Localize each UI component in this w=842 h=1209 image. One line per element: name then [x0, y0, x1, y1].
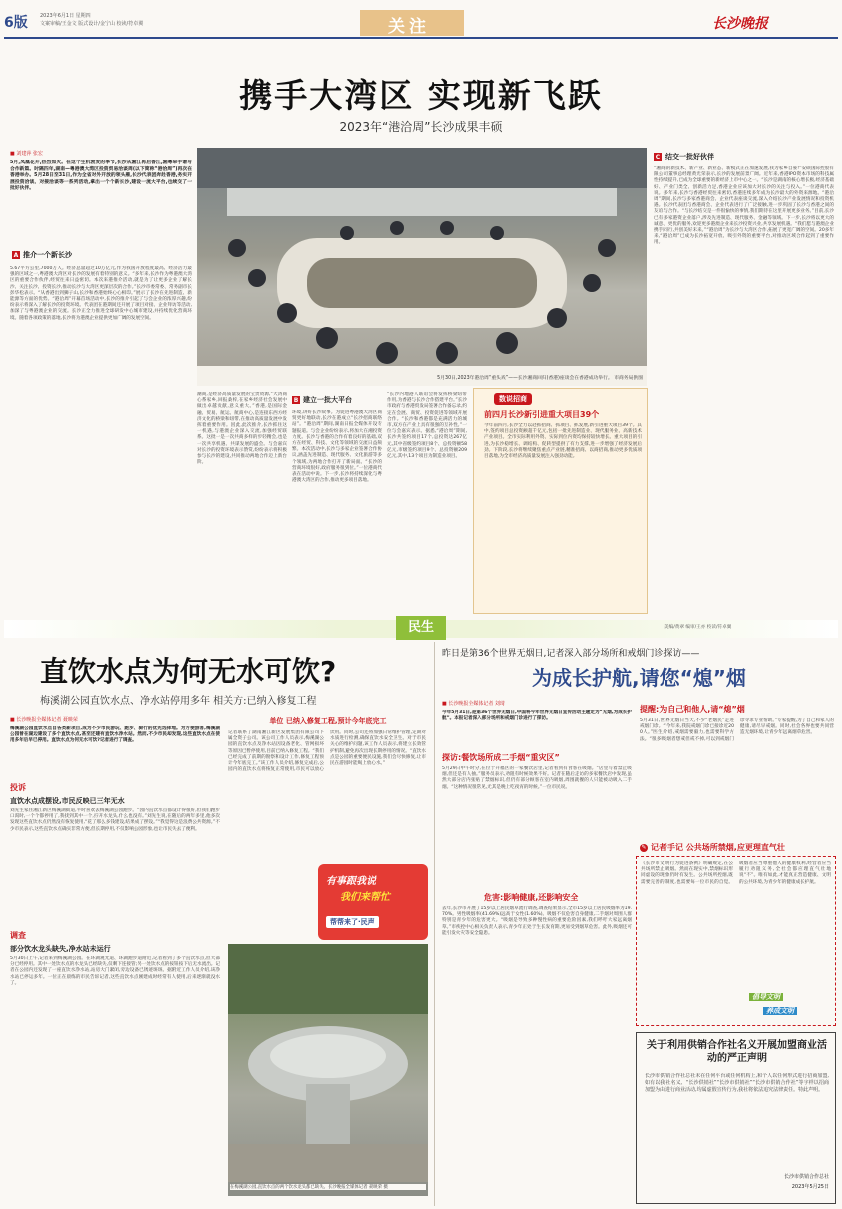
conference-scene [197, 148, 647, 386]
conference-photo [197, 148, 647, 386]
column-divider [434, 642, 435, 1206]
subhead-c [654, 152, 714, 162]
notice-box [636, 1032, 836, 1204]
memo-heading [640, 842, 785, 853]
investigation-text: 5月30日上午,记者来到梅溪湖公园。在环湖观光道、环湖跑步道附近,记者看到了多个直饮水点,但大部分已经停用。其中一处饮水点的水龙头已经缺失,仅剩下连接管;另一处饮水点的按钮按下后无水流出。记者在公园内还发现了一座直饮水净水站,站房大门紧闭,旁边设备已锈迹斑斑。据附近工作人员介绍,该净水站已停运多年。一位正在晨练的市民告诉记者,这些直饮水点刚建成时经常有人使用,后来逐渐就没水了。 [10, 956, 220, 986]
subhead-b [292, 395, 352, 405]
smoke-h2: 危害:影响健康,还影响安全 [484, 893, 579, 902]
data-box [473, 388, 648, 614]
fountain-scene [228, 944, 428, 1182]
section-a-text: 5.67平方公里,7000万人。经济总量超过10万亿元,作为我国开放程度最高、经济活力最强的区域之一,粤港澳大湾区对长沙的发展有着特别的意义。“多年来,长沙作为粤港澳大湾区的重要合作伙伴,经贸往来日益密切。本次来港推介活动,就是为了让更多企业了解长沙、关注长沙、投资长沙,推动长沙与大湾区更深层次的合作。”长沙市委常委、常务副市长彭华松表示。“从香港出到狮子山,长沙和香港始终心心相印。”展示了长沙在先进制造、新能源等方面的优势。“港洽周”开幕首场活动中,长沙的推介引起了与会企业的浓厚兴趣,纷纷表示将深入了解长沙的投资环境。代表团在港期间还开展了项目对接、企业拜访等活动,加深了与粤港澳企业的交流。长沙正全力推进全球研发中心城市建设,并持续优化营商环境。随着各项政策的落地,长沙将为港澳企业提供更加广阔的发展空间。 [10, 266, 192, 321]
lead-paragraph: 5月,凤凰花开,热烈如火。在这个生机勃发的季节,长沙从湘江再启香江,湘粤牵手谱写合作新篇。时隔四年,湖南—粤港澳大湾区投资贸易洽谈周(以下简称“港洽周”)再次在香港举办。5月28日至31日,作为全省对外开放的领头雁,长沙代表团奔赴香港,务实开展投资洽谈、对接洽谈等一系列活动,拿出一个个新长沙,建设一流大平台,也续交了一批好伙伴。 [10, 160, 192, 192]
notice-date: 2023年5月25日 [791, 1184, 829, 1190]
logo: 长沙晚报 [712, 16, 768, 32]
minsheng-label: 民生 [396, 616, 446, 640]
memo-tag-2: 养成文明 [763, 1007, 797, 1015]
data-box-headline: 前四月长沙新引进重大项目39个 [484, 410, 600, 419]
complaint-label: 投诉 [10, 783, 26, 792]
memo-heading-text: 记者手记 公共场所禁烟,应更理直气壮 [651, 843, 785, 852]
column-a-text: 潮商,是经济高质量发展的宝贵资源,“大湾商心系家乡,回报桑梓,在家乡经济社会发展中做出卓越贡献,意义重大。”香港,是国际金融、贸易、航运、航商中心,是连接东西方经济文化的桥梁和纽带,在推动高质量发展中发挥着重要作用。因此,此次推介,长沙抓住这一机遇,与港澳企业深入交流,加强经贸联系。这批一是一次共商多样的步轻精会,也是一次共享机遇、共谋发展的盛会。与会嘉宾对长沙的投资环境表示赞赏,纷纷表示将积极参与长沙的建设,共同推动两地合作迈上新台阶。 [197, 392, 287, 466]
subhead-b-title: 建立一批大平台 [303, 396, 352, 404]
section-label: 关注 [388, 17, 430, 37]
complaint-text: 刘先生家住湘江新区梅溪湖街道,平时喜欢去梅溪湖公园跑步。“园内直饮水点都设计得很好,但我们跑步口渴时,一个个都停用了,我找到其中一个,拧开水龙头,什么也没有。”刘先生说,在随后的两年多里,他多次发现这些直饮水点仍然没有恢复使用,“花了那么多钱建设,结果成了摆设。”“我觉得这是浪费公共资源。”不少市民表示,这些直饮水点确实非常方便,但长期停用,不仅影响公园形象,也让市民失去了便利。 [10, 808, 220, 832]
help-badge-line1: 有事跟我说 [326, 876, 376, 887]
smoke-p2: 去年,长沙市开展了15岁以上居民烟草流行调查,调查结果显示,全市15岁以上居民吸烟率为19.70%。男性吸烟率(41.69%)远高于女性(1.60%)。吸烟不仅危害自身健康,二手烟对周围人群特别是青少年的危害更大。“吸烟是导致多种慢性病的重要危险因素,我们呼吁大家远离烟草。”市疾控中心相关负责人表示,青少年正处于生长发育期,更易受到烟草危害。此外,吸烟还可能引发火灾等安全隐患。 [442, 906, 632, 936]
water-lead: 梅溪湖公园直饮水点自各类新项目,成为不少市民游玩、跑步、骑行的优先选择地。为方便游客,梅溪湖公园曾在湖边建设了多个直饮水点,甚至还建有直饮水净水站。然而,不少市民却发现,这些直饮水点在使用多年后早已停用。直饮水点为何无水可饮?记者进行了调查。 [10, 726, 220, 744]
smoke-p3: 5月31日,世界无烟日当天,不少“老烟民”走进戒烟门诊。“今年来,我院戒烟门诊已接诊近200人。”医生介绍,戒烟需要毅力,也需要科学方法。“很多吸烟者想戒但戒不掉,可以到戒烟门诊寻求专业帮助。”专家提醒,为了自己和家人的健康,请尽早戒烟。同时,社会各界也要共同营造无烟环境,让青少年远离烟草危害。 [640, 718, 834, 742]
water-byline: ■ 长沙晚报全媒体记者 聂映荣 [10, 717, 78, 723]
complaint-subhead: 直饮水点成摆设,市民反映已三年无水 [10, 797, 125, 805]
column-c-text: “长沙内地港人联谊会将发挥桥梁纽带作用,为香港与长沙合作搭建平台。”长沙市政府与香港贸发局签署合作备忘录,约定在会展、商贸、投资促进等领域开展合作。“长沙和香港都是充满活力的城市,双方在产业上具有很强的互补性。”一位与会嘉宾表示。据悉,“港洽周”期间,长沙共签约项目17个,总投资达267亿元,其中省级签约项目8个、总投资额58亿元,市级签约项目9个、总投资额209亿元,其中,13个项目为制造业项目。 [387, 392, 467, 460]
section-b-text: 环境,讲好长沙故事。为促进粤港澳大湾区商贸更好地联动,长沙在港成立“长沙招商联络站”。“港洽周”期间,湖南日报全媒体开设专题报道。与会企业纷纷表示,将加大在湘投资力度。长沙与香港的合作有着良好的基础,双方在经贸、科技、文化等领域的交流日益频繁。本次活动中,长沙与多家企业签署合作协议,涵盖先进制造、现代服务、文化旅游等多个领域,为两地合作打开了新局面。“长沙的营商环境很好,政府服务很到位。”一位港商代表在活动中说。下一步,长沙将持续深化与粤港澳大湾区的合作,推动更多项目落地。 [292, 410, 382, 484]
notice-text: 长沙市供销合作社总社未在任何平台或任何机构上,和个人以任何形式进行招商加盟,如有以我社名义、“长沙供销社”“长沙市供销社”“长沙市供销合作社”等字样以招商加盟为由进行商业活动,均属虚假宣传行为,我社将依法追究法律责任。特此声明。 [645, 1073, 829, 1093]
subhead-a [12, 250, 72, 260]
fountain-photo [228, 944, 428, 1196]
page-header [0, 10, 842, 36]
header-editors: 文案审稿/王金文 版式设计/金宁山 校读/符卓翼 [40, 21, 144, 27]
help-badge-tag: 帮帮来了·民声 [326, 916, 379, 928]
memo-box [636, 856, 836, 1026]
smoke-headline: 为成长护航,请您“熄”烟 [532, 666, 746, 690]
header-rule [4, 37, 838, 39]
memo-icon: ✎ [641, 844, 647, 851]
minsheng-banner [4, 620, 838, 638]
smoke-kicker: 昨日是第36个世界无烟日,记者深入部分场所和戒烟门诊探访—— [442, 649, 700, 659]
help-badge-line2: 我们来帮忙 [340, 892, 390, 903]
subhead-c-title: 结交一批好伙伴 [665, 153, 714, 161]
smoke-byline: ■ 长沙晚报全媒体记者 刘琦 [442, 701, 505, 707]
byline-text: 刘建萍 张宏 [16, 151, 43, 157]
smoke-lead: 今年5月31日,是第36个世界无烟日,中国将今年世界无烟日宣传活动主题定为“无烟,为成长护航”。本报记者深入部分场所和戒烟门诊进行了探访。 [442, 710, 632, 722]
data-box-tag: 数说招商 [494, 393, 532, 405]
help-badge [318, 864, 428, 940]
memo-tag-1: 倡导文明 [749, 993, 783, 1001]
page-number: 6版 [4, 15, 28, 31]
water-headline: 直饮水点为何无水可饮? [40, 655, 337, 688]
subhead-b-letter: B [293, 396, 299, 404]
photo-caption: 5月30日,2023年港洽周“重头戏”——长沙湘商回归(香港)座谈会在香港成功举行。 市商务局供图 [437, 376, 643, 381]
subhead-a-letter: A [13, 251, 19, 259]
smoke-byline-text: 长沙晚报全媒体记者 刘琦 [448, 701, 505, 707]
subhead-a-title: 推介一个新长沙 [23, 251, 72, 259]
smoke-h3: 提醒:为自己和他人,请“熄”烟 [640, 705, 745, 714]
memo-text: 《长沙市文明行为促进条例》明确规定,在公共场所禁止吸烟。然而在现实中,禁烟标识形同虚设的现象仍时有发生。公共场所控烟,既需要完善的制度,也需要每一位市民的自觉。吸烟者应当尊重他人的健康权利,经营者应当履行劝阻义务,全社会都应理直气壮地说“不”。唯有如此,才能真正营造健康、文明的公共环境,为青少年的健康成长护航。 [641, 861, 831, 885]
fountain-caption: 在梅溪湖公园,直饮水点的两个饮水龙头都已缺失。长沙晚报全媒体记者 聂映荣 摄 [230, 1184, 426, 1190]
minsheng-editors: 美编/黄翠 编审/王亦 校读/符卓翼 [664, 625, 732, 630]
main-headline: 携手大湾区 实现新飞跃 [239, 76, 603, 115]
header-date: 2023年6月1日 星期四 [40, 13, 91, 19]
notice-signature: 长沙市供销合作总社 [783, 1174, 829, 1180]
unit-text: 记者联系了湖南湘江新区发展集团有限公司下属全资子公司。该公司工作人员表示,梅溪湖公园的直饮水点及净水站因设备老化、管网损坏等原因已暂停使用,目前已纳入修复工程。“我们已经完成了前期的勘察和设计工作,修复工程预计今年底完工。”该工作人员介绍,修复完成后,公园内的直饮水点将恢复正常使用,市民可以放心饮用。同时,公司还将加强日常维护管理,定期对水质进行检测,确保直饮水安全卫生。对于市民关心的维护问题,该工作人员表示,将建立长效管护机制,避免再次出现长期停用的情况。“直饮水点是公园的重要便民设施,我们会尽快修复,让市民在游园时能喝上放心水。” [228, 730, 426, 773]
investigation-subhead: 部分饮水龙头缺失,净水站未运行 [10, 945, 111, 953]
subhead-c-letter: C [655, 153, 661, 161]
smoke-h1: 探访:餐饮场所成二手烟“重灾区” [442, 753, 560, 762]
water-subheadline: 梅溪湖公园直饮水点、净水站停用多年 相关方:已纳入修复工程 [40, 696, 317, 707]
data-box-text: 今年前四月,长沙全力以赴抓招商、抓项目、抓发展,新引进重大项目39个。其中,签约项目总投资额超千亿元,包括一批先进制造业、现代服务业、高新技术产业项目。全市实际利用外资、实际到位内资均保持较快增长。重大项目的引进,为长沙稳增长、调结构、促转型提供了有力支撑,进一步增强了经济发展后劲。下阶段,长沙将继续聚焦重点产业链,精准招商、以商招商,推动更多优质项目落地,为全市经济高质量发展注入强劲动能。 [484, 423, 642, 460]
byline: ■ 刘建萍 张宏 [10, 151, 43, 157]
section-c-text: “湘商的新技术、新产业、新业态、新模式正在加速发展,我为家乡自豪!”安硕国际控股有限公司董事总经理黄光荣表示,长沙的发展前景广阔。近年来,香港IPO资本市场的科技属性持续提升,已成为全球重要的新经济上市中心之一。“长沙是湖南的核心增长极,经济基础好、产业门类全、创新活力足,香港企业应该加大对长沙的关注与投入。”一位港商代表说。多年来,长沙与香港经贸往来密切,香港连续多年成为长沙最大的外资来源地。“港洽周”期间,长沙与多家香港商会、企业代表座谈交流,深入介绍长沙产业发展情况和投资机遇。长沙代表团与香港商会、企业代表进行了广泛接触,进一步巩固了长沙与香港之间的友谊与合作。“与长沙结交是一件很愉快的事情,我们期待在这里开展更多业务。”目前,长沙已有多家港资企业落户,涉及先进制造、现代服务、金融等领域。下一步,长沙将以更大的诚意、更优的服务,欢迎更多港澳企业来长沙投资兴业,共享发展机遇。“我们愿与港澳企业携手同行,共创美好未来。”“港洽周”为长沙与大湾区合作,拓展了更宽广阔的空间。20多年来,“港洽周”已成为长沙拓宽开放、吸引外资的重要平台,对推动区域合作起到了重要作用。 [654, 166, 834, 246]
smoke-p1: 5月29日中午时分,在位于开福区的一家餐饮店里,记者看到有食客在吸烟。“店里写着禁止吸烟,但还是有人抽。”服务员表示,劝阻有时候效果不好。记者在随后走访的多家餐饮店中发现,虽然大部分店内张贴了禁烟标识,但仍有部分顾客在室内吸烟,周围就餐的人只能被动吸入二手烟。“这种情况很常见,尤其是晚上吃夜宵的时候。”一位市民说。 [442, 766, 632, 790]
water-byline-text: 长沙晚报全媒体记者 聂映荣 [16, 717, 78, 723]
unit-subhead: 单位 已纳入修复工程,预计今年底完工 [269, 717, 387, 725]
main-subheadline: 2023年“港洽周”长沙成果丰硕 [339, 120, 503, 134]
investigation-label: 调查 [10, 931, 26, 940]
notice-title: 关于利用供销合作社名义开展加盟商业活动的严正声明 [647, 1040, 827, 1064]
